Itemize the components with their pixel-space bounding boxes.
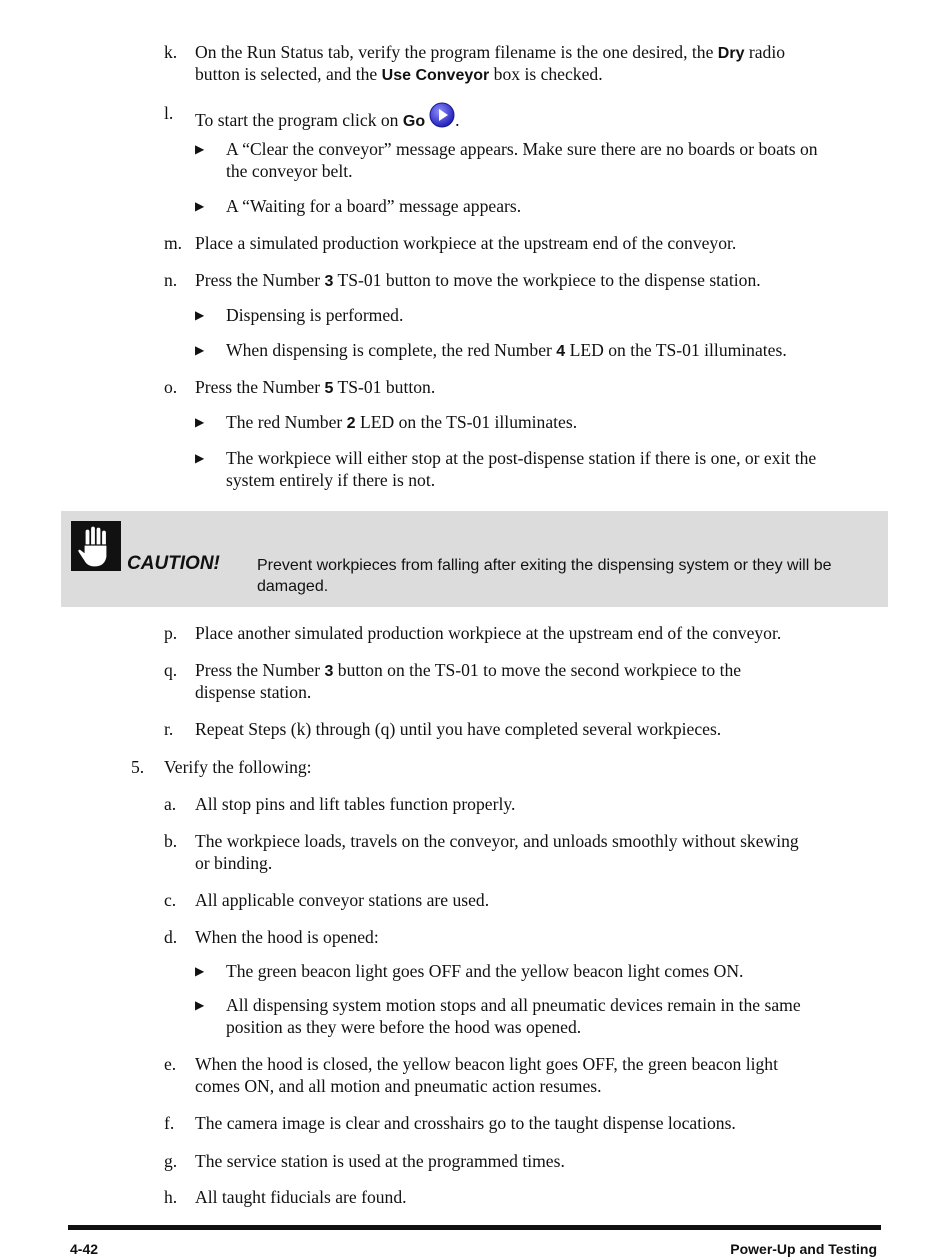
step-f xyxy=(0,1112,950,1134)
bullet-item xyxy=(0,960,950,982)
step-k xyxy=(0,41,950,85)
bullet-arrow-icon: ▶ xyxy=(195,142,205,156)
bullet-text-line2: the conveyor belt. xyxy=(226,161,353,181)
step-text: Verify the following: xyxy=(164,757,312,777)
step-label: b. xyxy=(164,831,178,851)
bullet-text: The red Number 2 LED on the TS-01 illuminates. xyxy=(226,412,578,432)
step-text: All stop pins and lift tables function properly. xyxy=(195,794,516,814)
step-label: c. xyxy=(164,890,177,910)
bullet-text: All dispensing system motion stops and all pneumatic devices remain in the same xyxy=(226,995,801,1015)
bullet-text-line2: position as they were before the hood was opened. xyxy=(226,1017,582,1037)
step-label: n. xyxy=(164,270,178,290)
bullet-text: A “Waiting for a board” message appears. xyxy=(226,196,522,216)
step-label: q. xyxy=(164,660,178,680)
step-text: Press the Number 3 button on the TS-01 to move the second workpiece to the xyxy=(195,660,742,680)
bullet-text: The green beacon light goes OFF and the yellow beacon light comes ON. xyxy=(226,961,744,981)
go-play-icon xyxy=(429,102,455,128)
bullet-text-line2: system entirely if there is not. xyxy=(226,470,436,490)
step-a xyxy=(0,793,950,815)
step-m xyxy=(0,232,950,254)
step-label: o. xyxy=(164,377,178,397)
step-n xyxy=(0,269,950,291)
step-text: The service station is used at the programmed times. xyxy=(195,1151,565,1171)
step-text: To start the program click on Go . xyxy=(195,102,460,133)
bullet-arrow-icon: ▶ xyxy=(195,415,205,429)
bullet-item xyxy=(0,994,950,1038)
step-g xyxy=(0,1150,950,1172)
caution-title: CAUTION! xyxy=(127,553,220,574)
bullet-text: The workpiece will either stop at the post-dispense station if there is one, or exit the xyxy=(226,448,817,468)
step-q xyxy=(0,659,950,703)
bullet-text: A “Clear the conveyor” message appears. Make sure there are no boards or boats on xyxy=(226,139,818,159)
hand-stop-icon xyxy=(71,521,121,571)
step-label: p. xyxy=(164,623,178,643)
bullet-item xyxy=(0,411,950,433)
step-text: Press the Number 3 TS-01 button to move the workpiece to the dispense station. xyxy=(195,270,761,290)
step-text: When the hood is opened: xyxy=(195,927,379,947)
step-text: Place another simulated production workpiece at the upstream end of the conveyor. xyxy=(195,623,782,643)
caution-box xyxy=(61,511,888,607)
bullet-arrow-icon: ▶ xyxy=(195,308,205,322)
step-text: On the Run Status tab, verify the program filename is the one desired, the Dry radio xyxy=(195,42,786,62)
step-label: d. xyxy=(164,927,178,947)
step-d xyxy=(0,926,950,948)
step-text-line2: dispense station. xyxy=(195,682,312,702)
step-text-line2: button is selected, and the Use Conveyor box is checked. xyxy=(195,64,603,84)
step-label: r. xyxy=(164,719,174,739)
step-p xyxy=(0,622,950,644)
bullet-text: When dispensing is complete, the red Number 4 LED on the TS-01 illuminates. xyxy=(226,340,787,360)
step-text: The camera image is clear and crosshairs go to the taught dispense locations. xyxy=(195,1113,736,1133)
bullet-item xyxy=(0,339,950,361)
step-h xyxy=(0,1186,950,1208)
bullet-item xyxy=(0,138,950,182)
bullet-arrow-icon: ▶ xyxy=(195,964,205,978)
caution-text: Prevent workpieces from falling after exiting the dispensing system or they will be damaged. xyxy=(257,557,832,595)
step-label: f. xyxy=(164,1113,175,1133)
step-text: When the hood is closed, the yellow beacon light goes OFF, the green beacon light xyxy=(195,1054,778,1074)
bullet-item xyxy=(0,195,950,217)
step-text: All taught fiducials are found. xyxy=(195,1187,407,1207)
step-label: 5. xyxy=(131,757,145,777)
bullet-arrow-icon: ▶ xyxy=(195,451,205,465)
page-number: 4-42 xyxy=(70,1241,99,1257)
bullet-item xyxy=(0,304,950,326)
step-label: k. xyxy=(164,42,178,62)
footer-rule xyxy=(68,1225,881,1230)
step-text: The workpiece loads, travels on the conveyor, and unloads smoothly without skewing xyxy=(195,831,799,851)
step-e xyxy=(0,1053,950,1097)
bullet-arrow-icon: ▶ xyxy=(195,343,205,357)
step-l xyxy=(0,102,950,130)
step-text: Place a simulated production workpiece at the upstream end of the conveyor. xyxy=(195,233,737,253)
step-label: h. xyxy=(164,1187,178,1207)
step-label: m. xyxy=(164,233,183,253)
step-text: Press the Number 5 TS-01 button. xyxy=(195,377,436,397)
bullet-arrow-icon: ▶ xyxy=(195,199,205,213)
step-text-line2: comes ON, and all motion and pneumatic action resumes. xyxy=(195,1076,602,1096)
step-c xyxy=(0,889,950,911)
step-label: e. xyxy=(164,1054,177,1074)
step-r xyxy=(0,718,950,740)
step-5 xyxy=(0,756,950,778)
bullet-arrow-icon: ▶ xyxy=(195,998,205,1012)
bullet-item xyxy=(0,447,950,491)
step-text: All applicable conveyor stations are used. xyxy=(195,890,490,910)
step-text-line2: or binding. xyxy=(195,853,273,873)
step-b xyxy=(0,830,950,874)
step-o xyxy=(0,376,950,398)
section-title: Power-Up and Testing xyxy=(730,1241,877,1257)
step-label: l. xyxy=(164,103,174,123)
step-text: Repeat Steps (k) through (q) until you have completed several workpieces. xyxy=(195,719,722,739)
step-label: g. xyxy=(164,1151,178,1171)
bullet-text: Dispensing is performed. xyxy=(226,305,404,325)
step-label: a. xyxy=(164,794,177,814)
